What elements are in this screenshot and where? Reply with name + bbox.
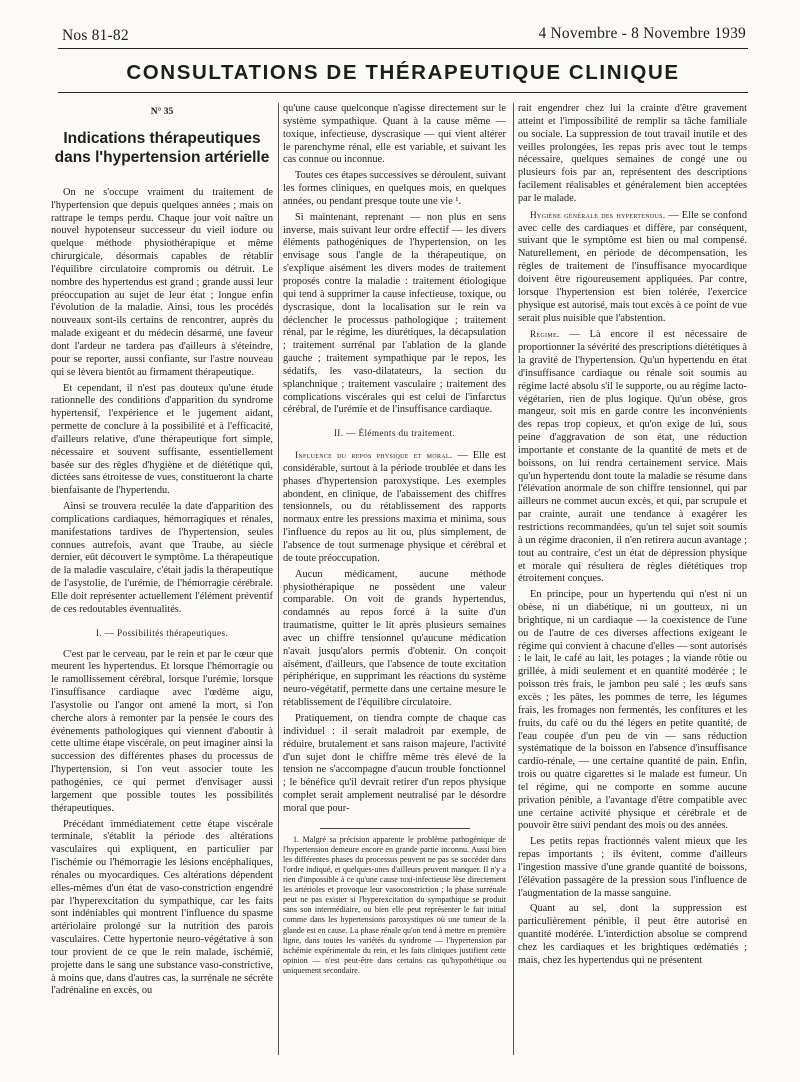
paragraph: Pratiquement, on tiendra compte de chaque cas individuel : il serait maladroit par exemple, de réduire, brutalement et sans raison majeure, l'activité d'un sujet dont le chiffre même très élevé de la tension ne s'accompagne d'aucun trouble fonctionnel ; le bénéfice qu'il devrait retirer d'un repos physique complet serait amplement neutralisé par le désordre moral que pour- [283,712,506,814]
section-heading: I. — Possibilités thérapeutiques. [95,627,229,638]
issue-date: 4 Novembre - 8 Novembre 1939 [538,25,746,42]
paragraph: Toutes ces étapes successives se déroulent, suivant les formes cliniques, en quelques mois, en quelques années, ou pendant presque toute une vie ¹. [283,170,506,207]
footnote-text: 1. Malgré sa précision apparente le problème pathogénique de l'hypertension demeure encore en grande partie inconnu. Aussi bien les différentes phases du processus peuvent ne pas se succéder dans l'ordre indiqué, et quelques-unes d'ailleurs peuvent manquer. Il n'y a rien d'impossible à ce qu'une cause toxi-infectieuse lèse directement les artérioles et provoque leur vasoconstriction ; la phase surrénale peut ne pas exister si l'hyperexcitation du sympathique se produit sans son intermédiaire, ou bien elle peut représenter le fait initial comme dans les hypertensions paroxystiques où une tumeur de la glande est en cause. La phase rénale qu'on tend à mettre en première ligne, dans toutes les variétés du syndrome — l'hypertension par ischémie expérimentale du rein, et les faits cliniques justifient cette opinion — n'est peut-être dans certains cas qu'hypothétique ou uniquement secondaire. [283,834,506,975]
article-number: N° 35 [150,107,174,117]
header-rule [58,48,748,49]
column-divider [278,103,279,1055]
run-in-heading: Hygiène générale des hypertendus. [530,209,666,220]
article-title-line: dans l'hypertension artérielle [54,148,270,166]
paragraph-text: — Elle se confond avec celle des cardiaques et diffère, par conséquent, suivant que le symptôme est bien ou mal compensé. Naturellement, en période de décompensation, les règles de traitement de l'insuffisance myocardique doivent être rigoureusement appliquées. Par contre, lorsque l'hypertension est bien tolérée, l'exercice physique est autorisé, mais tout excès à ce point de vue serait plus nuisible que l'abstention. [518,209,747,324]
footnote [283,828,506,976]
article-title-line: Indications thérapeutiques [63,129,261,147]
paragraph: C'est par le cerveau, par le rein et par le cœur que meurent les hypertendus. Et lorsque l'hémorragie ou le ramollissement cérébral, lorsque l'urémie, lorsque l'insuffisance cardiaque avec l'œdème aigu, l'asystolie ou l'angor ont amené la mort, si l'on cherche alors à remonter par la pensée le cours des événements pathologiques qui viennent d'aboutir à cette ultime étape viscérale, on peut imaginer ainsi la succession des différentes phases du processus de l'hypertension, si l'on veut associer toute les pathogénies, ce qui permet d'envisager aussi largement que possible toutes les possibilités thérapeutiques. [51,648,273,814]
run-in-heading: Régime. [530,329,560,340]
column-2 [283,103,506,1063]
paragraph-text: — Là encore il est nécessaire de proportionner la sévérité des prescriptions diététiques à la gravité de l'hypertension. Qu'un hypertendu en état d'insuffisance cardiaque ou rénale soit soumis au régime lacté absolu s'il le supporte, ou au régime lacto-végétarien, rien de plus logique. Qu'un obèse, gros mangeur, soit mis en garde contre les inconvénients des repas trop copieux, et qu'on exige de lui, sous peine d'aggravation de son état, une réduction importante et constante de la quantité de mets et de boissons, on lui rendra certainement service. Mais qu'un hypertendu dont toute la maladie se résume dans l'élévation anormale de son chiffre tensionnel, qui par ailleurs ne commet aucun excès, et qui, par scrupule et par crainte, aurait une tendance à exagérer les restrictions recommandées, qu'un tel sujet soit soumis à un régime draconien, il n'en retirera aucun avantage ; tout au contraire, c'est un état de dépression physique et morale qui résultera de règles diététiques trop étroitement conçues. [518,329,747,585]
paragraph [283,449,506,566]
paragraph: Aucun médicament, aucune méthode physiothérapique ne possèdent une valeur comparable. On voit de grands hypertendus, condamnés au repos forcé à la suite d'un traumatisme, quitter le lit après plusieurs semaines avec un chiffre tensionnel qu'aucune médication n'avait jusqu'alors permis d'obtenir. On conçoit aisément, d'ailleurs, que l'absence de toute excitation périphérique, en supprimant les réactions du système neuro-végétatif, permette dans une certaine mesure le rétablissement de l'équilibre circulatoire. [283,568,506,709]
article-title [51,129,273,167]
paragraph: Et cependant, il n'est pas douteux qu'une étude rationnelle des conditions d'apparition du syndrome hypertensif, l'expérience et le jugement aidant, permette de conclure à la possibilité et à l'efficacité, d'ailleurs relative, d'une thérapeutique fort simple, nécessaire et souvent suffisante, essentiellement basée sur des règles d'hygiène et de diététique qui, dictées sans étroitesse de vues, constitueront la charte bienfaisante de l'hypertendu. [51,382,273,497]
section-title: CONSULTATIONS DE THÉRAPEUTIQUE CLINIQUE [126,61,680,84]
paragraph: qu'une cause quelconque n'agisse directement sur le système sympathique. Quant à la cause même — toxique, infectieuse, dyscrasique — qui vient altérer le parenchyme rénal, elle est variable, et suivant les cas connue ou inconnue. [283,103,506,166]
footnote-rule [320,828,470,829]
paragraph: Ainsi se trouvera reculée la date d'apparition des complications cardiaques, hémorragiques et rénales, manifestations tardives de l'hypertension, seules connues autrefois, avant que Traube, au siècle dernier, eût découvert le symptôme. La thérapeutique de la maladie vasculaire, c'était jadis la thérapeutique de l'asystolie, de l'urémie, de l'hémorragie cérébrale. Elle doit représenter actuellement l'élément préventif de ces redoutables éventualités. [51,501,273,615]
paragraph-text: — Elle est considérable, surtout à la période troublée et dans les phases d'hypertension paroxystique. Les exemples abondent, en clinique, de l'abaissement des chiffres tensionnels, ou du rétablissement des rapports normaux entre les pressions maxima et minima, sous l'influence du repos au lit ou, plus simplement, de l'absence de tout surmenage physique et cérébral et de toute préoccupation. [283,450,506,564]
paragraph: Précédant immédiatement cette étape viscérale terminale, s'établit la période des altérations vasculaires qui expliquent, en particulier par l'ischémie ou l'hémorragie les lésions encéphaliques, rénales ou myocardiques. Ces altérations dépendent elles-mêmes d'un état de vaso-constriction engendré par l'hyperexcitation du sympathique, car les faits sont indéniables qui montrent l'influence du spasme artériolaire prolongé sur la nutrition des parois vasculaires. Cette hypertonie neuro-végétative à son tour provient de ce que le rein malade, ischémié, projette dans le sang une substance vaso-constrictive, à moins que, dans d'autres cas, la surrénale ne sécrète l'adrénaline en excès, ou [51,818,273,997]
paragraph [518,328,747,586]
column-1 [51,103,273,1063]
column-3 [518,103,747,1063]
paragraph: En principe, pour un hypertendu qui n'est ni un obèse, ni un diabétique, ni un goutteux, ni un brightique, ni un cardiaque — la coexistence de l'une ou de l'autre de ces diverses affections exigeant le régime qui convient à chacune d'elles — sont autorisés : le lait, le café au lait, les potages ; la viande rôtie ou grillée, à midi seulement et en quantité modérée ; le poisson très frais, le jambon peu salé ; les œufs sans excès ; les pâtes, les pommes de terre, les légumes frais, les fromages non fermentés, les confitures et les fruits, du café ou du thé légers en petite quantité, de l'eau coupée d'un peu de vin — sans réduction systématique de la boisson en l'absence d'insuffisance cardio-rénale, — une certaine quantité de pain. Enfin, trois ou quatre cigarettes si le malade est fumeur. Un tel régime, qui ne comporte en somme aucune privation pénible, a l'avantage d'être compatible avec une certaine activité physique et cérébrale et de pouvoir être suivi pendant des mois ou des années. [518,589,747,832]
paragraph: Les petits repas fractionnés valent mieux que les repas importants ; ils évitent, comme d'ailleurs l'ingestion massive d'une grande quantité de boissons, l'élévation passagère de la pression sous l'influence de l'augmentation de la masse sanguine. [518,836,747,899]
section-heading: II. — Éléments du traitement. [333,428,456,439]
paragraph: Quant au sel, dont la suppression est particulièrement pénible, il peut être autorisé en quantité modérée. L'interdiction absolue se comprend chez les cardiaques et les brightiques œdématiés ; mais, chez les hypertendus qui ne présentent [518,903,747,966]
run-in-heading: Influence du repos physique et moral. [295,450,453,461]
paragraph: On ne s'occupe vraiment du traitement de l'hypertension que depuis quelques années ; mais on rattrape le temps perdu. Chaque jour voit naître un nouvel hypotenseur successeur du vieil iodure ou quelque méthode physiothérapique et même chirurgicale, désormais capables de rétablir l'équilibre circulatoire compromis ou détruit. Le nombre des hypertendus est grand ; grande aussi leur préoccupation au sujet de leur état ; longue enfin l'évolution de la maladie. Ainsi, tous les procédés nouveaux sont-ils certains de rencontrer, auprès du malade exigeant et du médecin désarmé, une faveur dont l'ardeur ne tardera pas d'ailleurs à s'éteindre, pour se reporter, aussi confiante, sur l'astre nouveau qui se lèvera bientôt au firmament thérapeutique. [51,186,273,378]
column-divider [513,103,514,1055]
paragraph: rait engendrer chez lui la crainte d'être gravement atteint et l'impossibilité de remplir sa tâche familiale ou sociale. La suppression de tout travail inutile et des veilles prolongées, les repas pris avec tout le temps nécessaire, quelques semaines de congé une ou plusieurs fois par an, représentent des descriptions facilement réalisables et généralement bien acceptées par le malade. [518,103,747,204]
paragraph: Si maintenant, reprenant — non plus en sens inverse, mais suivant leur ordre effectif — les divers éléments pathogéniques de l'hypertension, on les envisage sous l'angle de la thérapeutique, on s'explique aisément les divers modes de traitement proposés contre la maladie : traitement étiologique qui tend à supprimer la cause infectieuse, toxique, ou dyscrasique, dont la localisation sur le rein va déclencher le processus pathologique ; traitement rénal, par le régime, les diurétiques, la décapsulation ; traitement surrénal par l'ablation de la glande gauche ; traitement sympathique par le repos, les sédatifs, les vaso-dilatateurs, la section du splanchnique ; traitement vasculaire ; traitement des complications viscérales qui est celui de l'infarctus cérébral, de l'urémie et de l'insuffisance cardiaque. [283,211,506,416]
paragraph [518,209,747,326]
section-rule [58,92,748,93]
issue-number: Nos 81-82 [62,27,129,44]
